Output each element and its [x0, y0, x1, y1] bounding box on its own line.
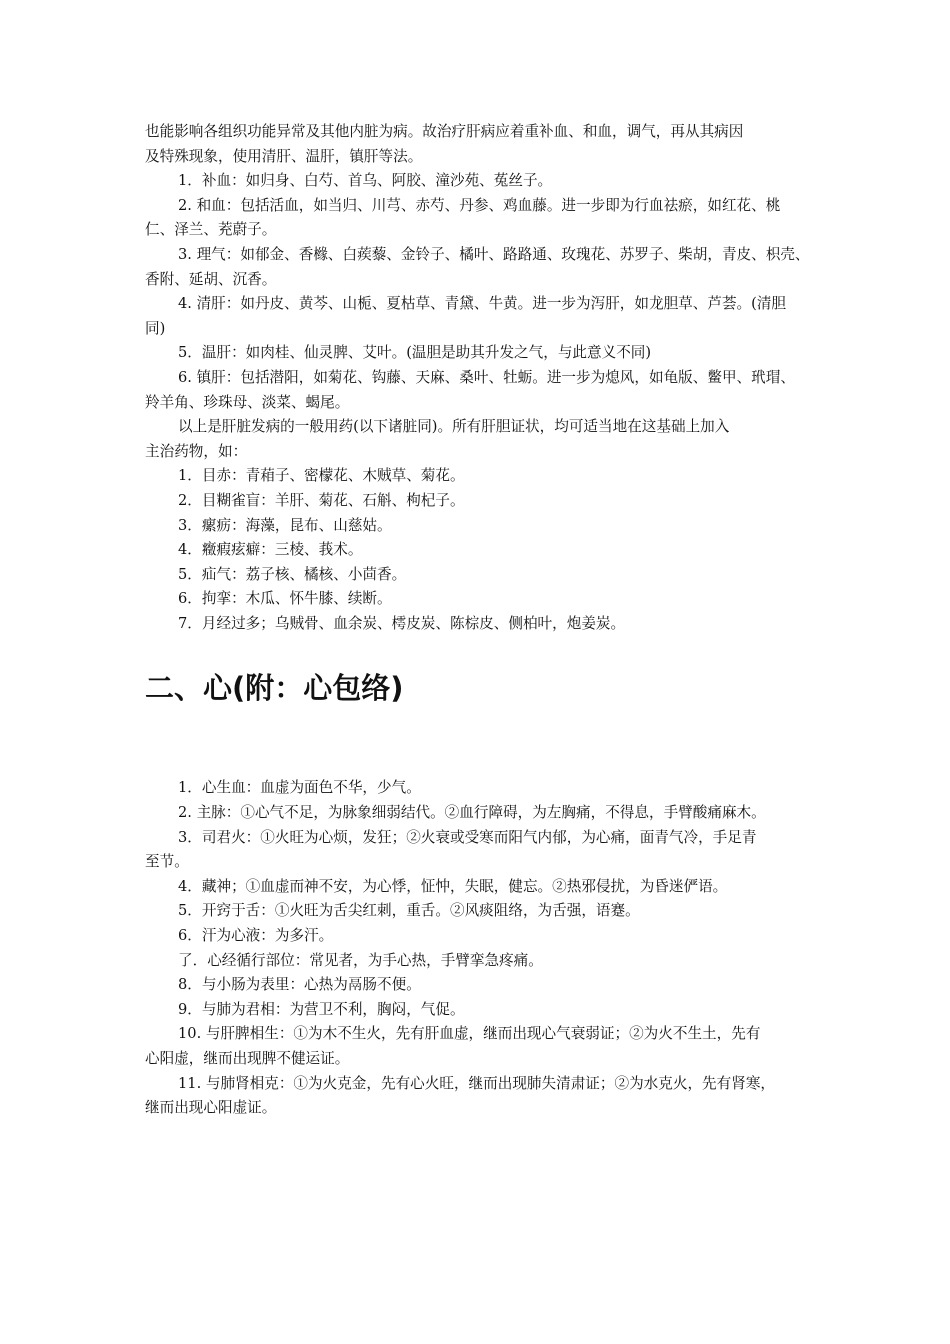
- text-line: 1．心生血：血虚为面色不华，少气。: [178, 779, 421, 797]
- text-line: 3．司君火：①火旺为心烦，发狂；②火衰或受寒而阳气内郁，为心痛，面青气冷，手足青: [178, 828, 757, 846]
- text-line: 4．藏神；①血虚而神不安，为心悸，怔忡，失眠，健忘。②热邪侵扰，为昏迷俨语。: [178, 877, 728, 895]
- text-line: 至节。: [145, 853, 189, 871]
- text-line: 4. 清肝：如丹皮、黄芩、山栀、夏枯草、青黛、牛黄。进一步为泻肝，如龙胆草、芦荟。(清胆: [178, 295, 787, 313]
- text-line: 6．拘挛：木瓜、怀牛膝、续断。: [178, 590, 392, 608]
- text-line: 主治药物，如：: [145, 442, 248, 460]
- document-page: [145, 120, 813, 1121]
- text-line: 也能影响各组织功能异常及其他内脏为病。故治疗肝病应着重补血、和血，调气，再从其病因: [145, 123, 744, 140]
- heart-functions-section: [145, 776, 813, 1120]
- text-line: 了．心经循行部位：常见者，为手心热，手臂挛急疼痛。: [178, 951, 543, 969]
- text-line: 以上是肝脏发病的一般用药(以下诸脏同)。所有肝胆证状，均可适当地在这基础上加入: [178, 418, 730, 436]
- text-line: 10. 与肝脾相生：①为木不生火，先有肝血虚，继而出现心气衰弱证；②为火不生土，先有: [178, 1025, 761, 1043]
- text-line: 羚羊角、珍珠母、淡菜、蝎尾。: [145, 393, 350, 411]
- section-heading-heart: 二、心(附：心包络): [145, 671, 404, 706]
- text-line: 3. 理气：如郁金、香橼、白蒺藜、金铃子、橘叶、路路通、玫瑰花、苏罗子、柴胡，青皮、枳壳、: [178, 245, 810, 263]
- text-line: 5．温肝：如肉桂、仙灵脾、艾叶。(温胆是助其升发之气，与此意义不同): [178, 344, 652, 362]
- text-line: 5．疝气：荔子核、橘核、小茴香。: [178, 565, 407, 583]
- section-spacer: [145, 708, 813, 776]
- text-line: 同): [145, 319, 166, 337]
- text-line: 2．目糊雀盲：羊肝、菊花、石斛、枸杞子。: [178, 491, 465, 509]
- text-line: 3．瘰疬：海藻，昆布、山慈姑。: [178, 516, 392, 534]
- text-line: 仁、泽兰、茺蔚子。: [145, 221, 277, 239]
- text-line: 6. 镇肝：包括潜阳，如菊花、钩藤、天麻、桑叶、牡蛎。进一步为熄风，如龟版、鳖甲、玳瑁、: [178, 368, 795, 386]
- text-line: 1．目赤：青葙子、密檬花、木贼草、菊花。: [178, 467, 465, 485]
- text-line: 心阳虚，继而出现脾不健运证。: [145, 1050, 350, 1067]
- text-line: 2. 主脉：①心气不足，为脉象细弱结代。②血行障碍，为左胸痛，不得息，手臂酸痛麻木。: [178, 804, 766, 822]
- text-line: 6．汗为心液：为多汗。: [178, 927, 334, 945]
- text-line: 香附、延胡、沉香。: [145, 270, 277, 288]
- text-line: 1．补血：如归身、白芍、首乌、阿胶、潼沙苑、菟丝子。: [178, 172, 553, 190]
- liver-treatment-section: [145, 120, 813, 636]
- text-line: 11. 与肺肾相克：①为火克金，先有心火旺，继而出现肺失清肃证；②为水克火，先有肾寒，: [178, 1074, 776, 1092]
- text-line: 及特殊现象，使用清肝、温肝，镇肝等法。: [145, 147, 423, 165]
- text-line: 5．开窍于舌：①火旺为舌尖红刺，重舌。②风痰阻络，为舌强，语蹇。: [178, 902, 640, 920]
- text-line: 继而出现心阳虚证。: [145, 1099, 277, 1117]
- text-line: 9．与肺为君相：为营卫不利，胸闷，气促。: [178, 1000, 465, 1018]
- text-line: 8．与小肠为表里：心热为鬲肠不便。: [178, 976, 421, 994]
- text-line: 4．癥瘕痃癖：三棱、莪术。: [178, 541, 363, 559]
- text-line: 2. 和血：包括活血，如当归、川芎、赤芍、丹参、鸡血藤。进一步即为行血祛瘀，如红花、桃: [178, 196, 781, 214]
- text-line: 7．月经过多；乌贼骨、血余炭、樗皮炭、陈棕皮、侧柏叶，炮姜炭。: [178, 614, 626, 632]
